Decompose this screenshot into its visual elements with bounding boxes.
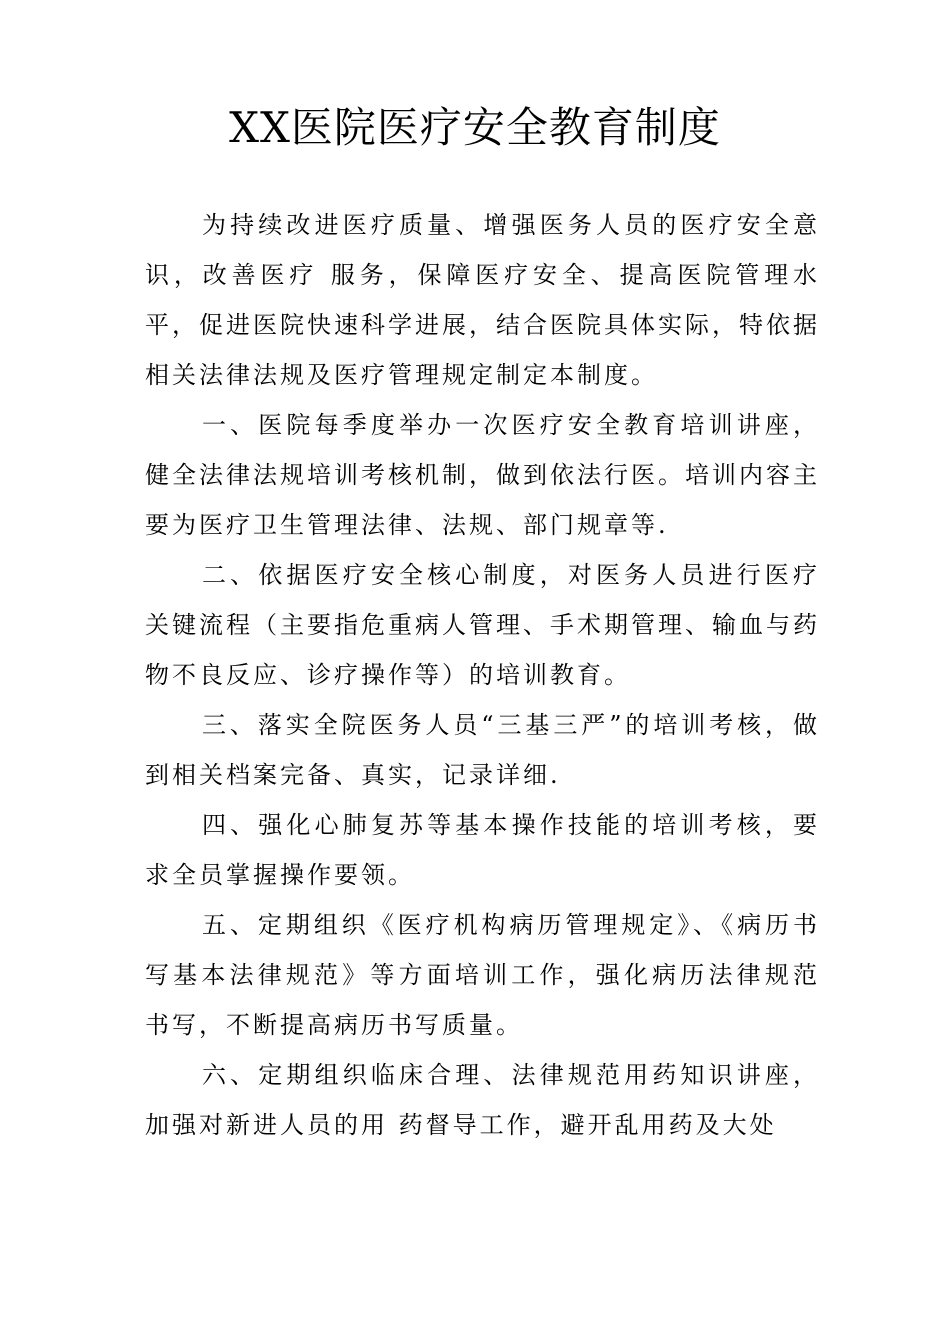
document-body bbox=[145, 200, 820, 1150]
paragraph-item-1: 一、医院每季度举办一次医疗安全教育培训讲座，健全法律法规培训考核机制，做到依法行医。培训内容主要为医疗卫生管理法律、法规、部门规章等. bbox=[145, 411, 820, 539]
paragraph-intro: 为持续改进医疗质量、增强医务人员的医疗安全意识，改善医疗 服务，保障医疗安全、提高医院管理水平，促进医院快速科学进展，结合医院具体实际，特依据相关法律法规及医疗管理规定制定本制度。 bbox=[145, 211, 820, 389]
paragraph-item-3: 三、落实全院医务人员“三基三严”的培训考核，做到相关档案完备、真实，记录详细. bbox=[145, 711, 820, 789]
paragraph-item-5: 五、定期组织《医疗机构病历管理规定》、《病历书写基本法律规范》等方面培训工作，强化病历法律规范 书写，不断提高病历书写质量。 bbox=[145, 911, 820, 1039]
paragraph-item-2: 二、依据医疗安全核心制度，对医务人员进行医疗关键流程（主要指危重病人管理、手术期管理、输血与药物不良反应、诊疗操作等）的培训教育。 bbox=[145, 561, 820, 689]
paragraph-item-4: 四、强化心肺复苏等基本操作技能的培训考核，要求全员掌握操作要领。 bbox=[145, 811, 820, 889]
document-title: XX医院医疗安全教育制度 bbox=[229, 103, 721, 152]
paragraph-item-6: 六、定期组织临床合理、法律规范用药知识讲座，加强对新进人员的用 药督导工作，避开乱用药及大处 bbox=[145, 1061, 820, 1139]
